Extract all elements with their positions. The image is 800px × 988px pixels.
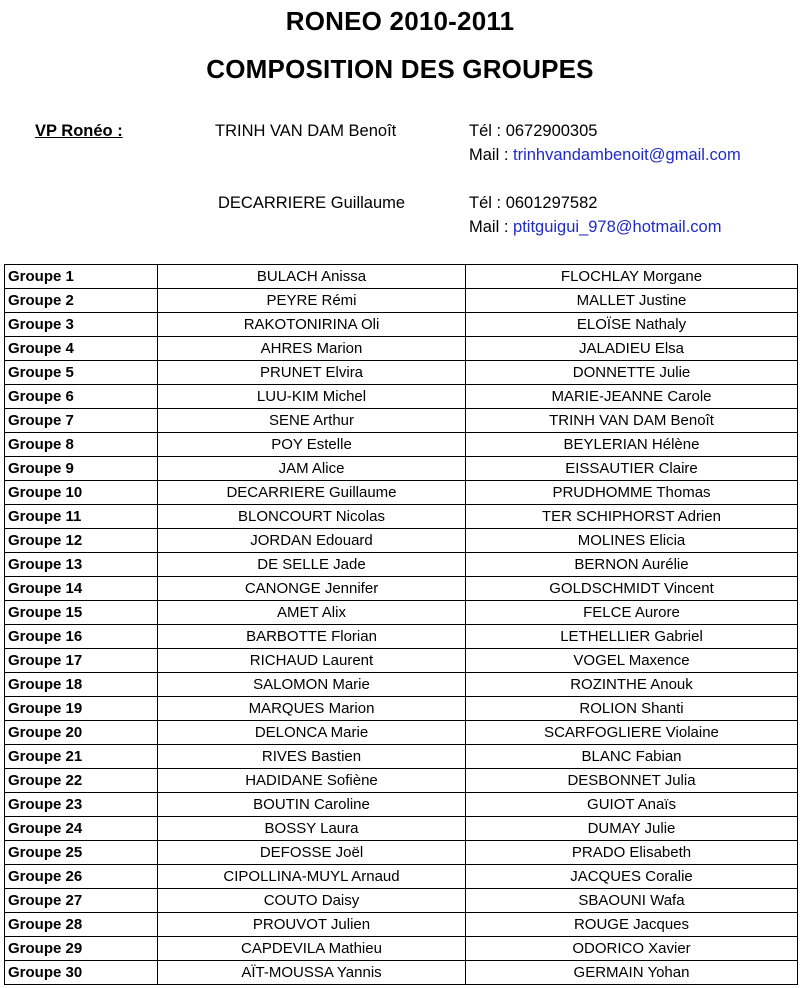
document-subtitle: COMPOSITION DES GROUPES <box>206 54 594 84</box>
table-row <box>5 649 798 673</box>
group-name-cell: Groupe 5 <box>5 361 158 385</box>
table-row <box>5 577 798 601</box>
table-row <box>5 265 798 289</box>
phone-number: 0601297582 <box>505 194 598 212</box>
group-name-cell: Groupe 24 <box>5 817 158 841</box>
member-1-cell: BULACH Anissa <box>158 265 466 289</box>
member-1-cell: CANONGE Jennifer <box>158 577 466 601</box>
member-1-cell: BLONCOURT Nicolas <box>158 505 466 529</box>
table-row <box>5 769 798 793</box>
group-name-cell: Groupe 28 <box>5 913 158 937</box>
member-2-cell: TRINH VAN DAM Benoît <box>466 409 798 433</box>
member-2-cell: VOGEL Maxence <box>466 649 798 673</box>
member-1-cell: CIPOLLINA-MUYL Arnaud <box>158 865 466 889</box>
member-2-cell: ODORICO Xavier <box>466 937 798 961</box>
member-2-cell: SBAOUNI Wafa <box>466 889 798 913</box>
group-name-cell: Groupe 8 <box>5 433 158 457</box>
member-2-cell: DESBONNET Julia <box>466 769 798 793</box>
group-name-cell: Groupe 29 <box>5 937 158 961</box>
group-name-cell: Groupe 18 <box>5 673 158 697</box>
member-1-cell: RICHAUD Laurent <box>158 649 466 673</box>
member-2-cell: JACQUES Coralie <box>466 865 798 889</box>
group-name-cell: Groupe 27 <box>5 889 158 913</box>
group-name-cell: Groupe 14 <box>5 577 158 601</box>
table-row <box>5 481 798 505</box>
member-2-cell: ROUGE Jacques <box>466 913 798 937</box>
group-name-cell: Groupe 20 <box>5 721 158 745</box>
member-1-cell: RAKOTONIRINA Oli <box>158 313 466 337</box>
group-name-cell: Groupe 13 <box>5 553 158 577</box>
group-name-cell: Groupe 3 <box>5 313 158 337</box>
member-1-cell: JAM Alice <box>158 457 466 481</box>
table-row <box>5 529 798 553</box>
member-1-cell: CAPDEVILA Mathieu <box>158 937 466 961</box>
table-row <box>5 433 798 457</box>
member-1-cell: MARQUES Marion <box>158 697 466 721</box>
table-row <box>5 793 798 817</box>
member-2-cell: BLANC Fabian <box>466 745 798 769</box>
table-row <box>5 553 798 577</box>
table-row <box>5 721 798 745</box>
table-row <box>5 913 798 937</box>
group-name-cell: Groupe 1 <box>5 265 158 289</box>
member-1-cell: LUU-KIM Michel <box>158 385 466 409</box>
group-name-cell: Groupe 2 <box>5 289 158 313</box>
table-row <box>5 337 798 361</box>
table-row <box>5 601 798 625</box>
contact-1-phone <box>469 122 597 141</box>
member-1-cell: PROUVOT Julien <box>158 913 466 937</box>
phone-number: 0672900305 <box>505 122 598 140</box>
member-2-cell: GERMAIN Yohan <box>466 961 798 985</box>
member-2-cell: ROZINTHE Anouk <box>466 673 798 697</box>
table-row <box>5 457 798 481</box>
group-name-cell: Groupe 17 <box>5 649 158 673</box>
member-1-cell: SENE Arthur <box>158 409 466 433</box>
group-name-cell: Groupe 10 <box>5 481 158 505</box>
group-name-cell: Groupe 12 <box>5 529 158 553</box>
member-2-cell: ROLION Shanti <box>466 697 798 721</box>
group-name-cell: Groupe 23 <box>5 793 158 817</box>
member-1-cell: HADIDANE Sofiène <box>158 769 466 793</box>
member-1-cell: BOUTIN Caroline <box>158 793 466 817</box>
member-1-cell: DECARRIERE Guillaume <box>158 481 466 505</box>
member-2-cell: JALADIEU Elsa <box>466 337 798 361</box>
phone-label: Tél : <box>469 194 506 212</box>
table-row <box>5 625 798 649</box>
member-1-cell: AMET Alix <box>158 601 466 625</box>
table-row <box>5 961 798 985</box>
contact-2-name: DECARRIERE Guillaume <box>218 194 406 212</box>
table-row <box>5 817 798 841</box>
document-title: RONEO 2010-2011 <box>285 6 515 36</box>
table-row <box>5 745 798 769</box>
mail-label: Mail : <box>469 146 514 164</box>
member-2-cell: BEYLERIAN Hélène <box>466 433 798 457</box>
group-name-cell: Groupe 26 <box>5 865 158 889</box>
member-2-cell: PRADO Elisabeth <box>466 841 798 865</box>
groups-table <box>4 264 798 985</box>
table-row <box>5 361 798 385</box>
member-2-cell: LETHELLIER Gabriel <box>466 625 798 649</box>
email-link[interactable]: trinhvandambenoit@gmail.com <box>513 146 741 164</box>
member-2-cell: EISSAUTIER Claire <box>466 457 798 481</box>
table-row <box>5 697 798 721</box>
member-1-cell: DELONCA Marie <box>158 721 466 745</box>
member-1-cell: BOSSY Laura <box>158 817 466 841</box>
member-2-cell: DONNETTE Julie <box>466 361 798 385</box>
member-2-cell: GOLDSCHMIDT Vincent <box>466 577 798 601</box>
table-row <box>5 409 798 433</box>
group-name-cell: Groupe 21 <box>5 745 158 769</box>
table-row <box>5 313 798 337</box>
contact-1-mail <box>469 146 741 165</box>
table-row <box>5 889 798 913</box>
group-name-cell: Groupe 22 <box>5 769 158 793</box>
group-name-cell: Groupe 19 <box>5 697 158 721</box>
member-2-cell: ELOÏSE Nathaly <box>466 313 798 337</box>
vp-roneo-label: VP Ronéo : <box>35 122 123 140</box>
member-1-cell: RIVES Bastien <box>158 745 466 769</box>
table-row <box>5 841 798 865</box>
table-row <box>5 505 798 529</box>
table-row <box>5 937 798 961</box>
group-name-cell: Groupe 25 <box>5 841 158 865</box>
group-name-cell: Groupe 15 <box>5 601 158 625</box>
table-row <box>5 865 798 889</box>
member-2-cell: DUMAY Julie <box>466 817 798 841</box>
member-2-cell: GUIOT Anaïs <box>466 793 798 817</box>
member-1-cell: PEYRE Rémi <box>158 289 466 313</box>
group-name-cell: Groupe 9 <box>5 457 158 481</box>
mail-label: Mail : <box>469 218 514 236</box>
member-2-cell: FELCE Aurore <box>466 601 798 625</box>
group-name-cell: Groupe 11 <box>5 505 158 529</box>
group-name-cell: Groupe 4 <box>5 337 158 361</box>
member-2-cell: MARIE-JEANNE Carole <box>466 385 798 409</box>
contact-1-name: TRINH VAN DAM Benoît <box>215 122 397 140</box>
table-row <box>5 289 798 313</box>
group-name-cell: Groupe 16 <box>5 625 158 649</box>
member-2-cell: BERNON Aurélie <box>466 553 798 577</box>
member-2-cell: SCARFOGLIERE Violaine <box>466 721 798 745</box>
member-1-cell: DEFOSSE Joël <box>158 841 466 865</box>
member-1-cell: AÏT-MOUSSA Yannis <box>158 961 466 985</box>
member-1-cell: SALOMON Marie <box>158 673 466 697</box>
member-2-cell: TER SCHIPHORST Adrien <box>466 505 798 529</box>
email-link[interactable]: ptitguigui_978@hotmail.com <box>513 218 722 236</box>
member-1-cell: POY Estelle <box>158 433 466 457</box>
table-row <box>5 673 798 697</box>
member-1-cell: DE SELLE Jade <box>158 553 466 577</box>
phone-label: Tél : <box>469 122 506 140</box>
member-1-cell: JORDAN Edouard <box>158 529 466 553</box>
member-1-cell: BARBOTTE Florian <box>158 625 466 649</box>
member-1-cell: COUTO Daisy <box>158 889 466 913</box>
contact-2-phone <box>469 194 597 213</box>
contact-2-mail <box>469 218 721 237</box>
group-name-cell: Groupe 30 <box>5 961 158 985</box>
member-2-cell: PRUDHOMME Thomas <box>466 481 798 505</box>
group-name-cell: Groupe 7 <box>5 409 158 433</box>
member-1-cell: PRUNET Elvira <box>158 361 466 385</box>
member-2-cell: MOLINES Elicia <box>466 529 798 553</box>
group-name-cell: Groupe 6 <box>5 385 158 409</box>
member-2-cell: FLOCHLAY Morgane <box>466 265 798 289</box>
member-2-cell: MALLET Justine <box>466 289 798 313</box>
table-row <box>5 385 798 409</box>
member-1-cell: AHRES Marion <box>158 337 466 361</box>
